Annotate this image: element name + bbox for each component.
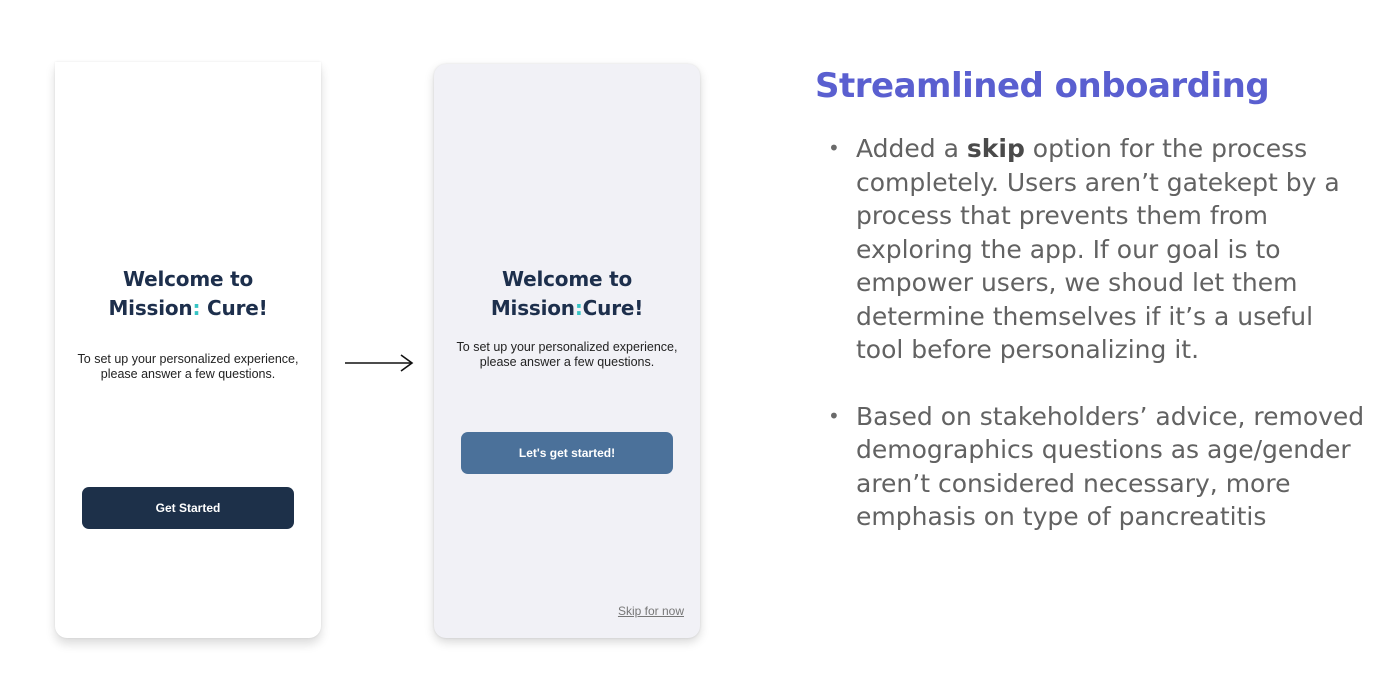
- welcome-title-line1: Welcome to: [501, 267, 633, 291]
- brand-cure: Cure!: [200, 296, 268, 320]
- welcome-subtitle: [434, 340, 700, 370]
- welcome-title-line2: [434, 294, 700, 323]
- subtitle-line2: please answer a few questions.: [479, 355, 655, 369]
- brand-colon: :: [574, 296, 583, 320]
- right-arrow-icon: [344, 353, 414, 373]
- welcome-title: [55, 265, 321, 323]
- subtitle-line1: To set up your personalized experience,: [77, 352, 299, 366]
- welcome-title-line1: Welcome to: [122, 267, 254, 291]
- welcome-title: [434, 265, 700, 323]
- subtitle-line2: please answer a few questions.: [100, 367, 276, 381]
- brand-cure: Cure!: [582, 296, 644, 320]
- emphasis-skip: skip: [966, 134, 1025, 163]
- notes-list: [826, 132, 1366, 534]
- onboarding-screen-before: [55, 62, 321, 638]
- bullet-icon: •: [828, 136, 840, 160]
- welcome-title-line2: [55, 294, 321, 323]
- get-started-button[interactable]: Get Started: [82, 487, 294, 529]
- brand-mission: Mission: [490, 296, 575, 320]
- onboarding-screen-after: [434, 64, 700, 638]
- list-item: • Based on stakeholders’ advice, removed demographics questions as age/gender aren’t considered necessary, more emphasis on type of pancreatitis: [828, 401, 1365, 531]
- list-item: • Added a skip option for the process completely. Users aren’t gatekept by a process that prevents them from exploring the app. If our goal is to empower users, we shoud let them determine themselves if it’s a useful tool before personalizing it.: [828, 134, 1340, 364]
- brand-colon: :: [192, 296, 201, 320]
- bullet-icon: •: [828, 403, 840, 428]
- lets-get-started-button[interactable]: Let's get started!: [461, 432, 673, 474]
- brand-mission: Mission: [108, 296, 193, 320]
- skip-for-now-link[interactable]: Skip for now: [617, 604, 684, 618]
- subtitle-line1: To set up your personalized experience,: [456, 340, 678, 354]
- section-heading: Streamlined onboarding: [815, 66, 1270, 106]
- welcome-subtitle: [55, 352, 321, 382]
